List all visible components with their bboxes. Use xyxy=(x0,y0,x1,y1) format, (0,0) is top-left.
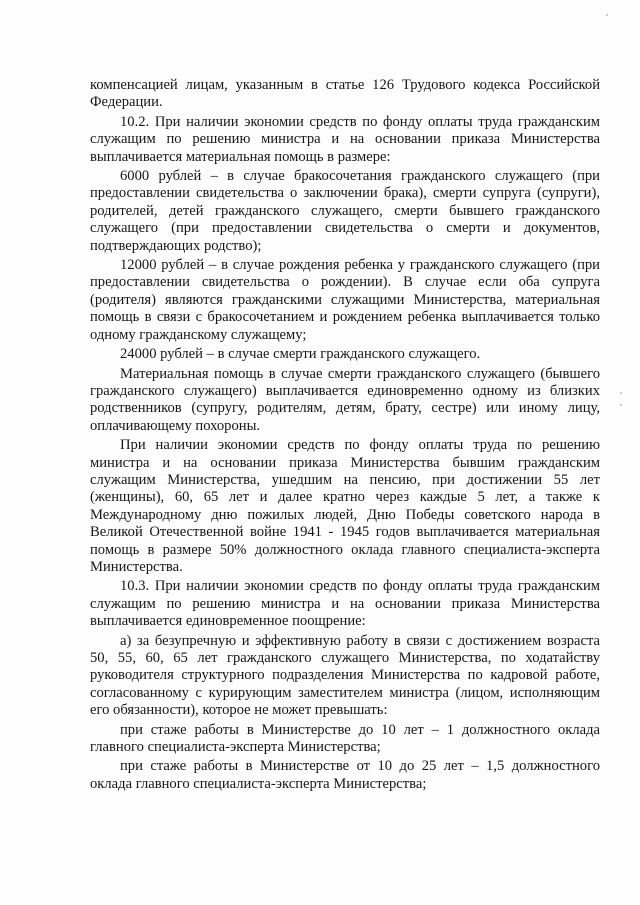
paragraph-10-2: 10.2. При наличии экономии средств по фонду оплаты труда гражданским служащим по решению министра и на основании приказа Министерства выплачивается материальная помощь в размере: xyxy=(90,113,600,165)
paragraph-6000-rub: 6000 рублей – в случае бракосочетания гражданского служащего (при предоставлении свидетельства о заключении брака), смерти супруга (супруги), родителей, детей гражданского служащего, смерти бывшего гражданского служащего (при предоставлении свидетельства о смерти и документов, подтверждающих родство); xyxy=(90,168,600,254)
paragraph-tenure-under-10: при стаже работы в Министерстве до 10 лет – 1 должностного оклада главного специалиста-эксперта Министерства; xyxy=(90,721,600,756)
scan-speck xyxy=(620,404,622,406)
paragraph-10-3: 10.3. При наличии экономии средств по фонду оплаты труда гражданским служащим по решению министра и на основании приказа Министерства выплачивается единовременное поощрение: xyxy=(90,578,600,630)
paragraph-death-aid: Материальная помощь в случае смерти гражданского служащего (бывшего гражданского служащего) выплачивается единовременно одному из близких родственников (супругу, родителям, детям, брату, сестре) или иному лицу, оплачивающему похороны. xyxy=(90,365,600,434)
paragraph-12000-rub: 12000 рублей – в случае рождения ребенка у гражданского служащего (при предоставлении свидетельства о рождении). В случае если оба супруга (родителя) являются гражданскими служащими Министерства, материальная помощь в связи с бракосочетанием и рождением ребенка выплачивается только одному гражданскому служащему; xyxy=(90,257,600,343)
paragraph-tenure-10-25: при стаже работы в Министерстве от 10 до 25 лет – 1,5 должностного оклада главного специалиста-эксперта Министерства; xyxy=(90,758,600,792)
paragraph-pensioners: При наличии экономии средств по фонду оплаты труда по решению министра и на основании приказа Министерства бывшим гражданским служащим Министерства, ушедшим на пенсию, при достижении 55 лет (женщины), 60, 65 лет и далее кратно через каждые 5 лет, а также к Международному дню пожилых людей, Дню Победы советского народа в Великой Отечественной войне 1941 - 1945 годов выплачивается материальная помощь в размере 50% должностного оклада главного специалиста-эксперта Министерства. xyxy=(90,437,600,575)
scan-speck xyxy=(620,392,622,394)
paragraph-item-a: а) за безупречную и эффективную работу в связи с достижением возраста 50, 55, 60, 65 лет гражданского служащего Министерства, по ходатайству руководителя структурного подразделения Министерства по кадровой работе, согласованному с курирующим заместителем министра (лицом, исполняющим его обязанности), которое не может превышать: xyxy=(90,632,600,719)
paragraph-continuation: компенсацией лицам, указанным в статье 126 Трудового кодекса Российской Федерации. xyxy=(90,77,600,111)
document-body xyxy=(90,77,600,793)
paragraph-24000-rub: 24000 рублей – в случае смерти гражданского служащего. xyxy=(120,346,481,363)
scan-speck xyxy=(606,14,608,16)
